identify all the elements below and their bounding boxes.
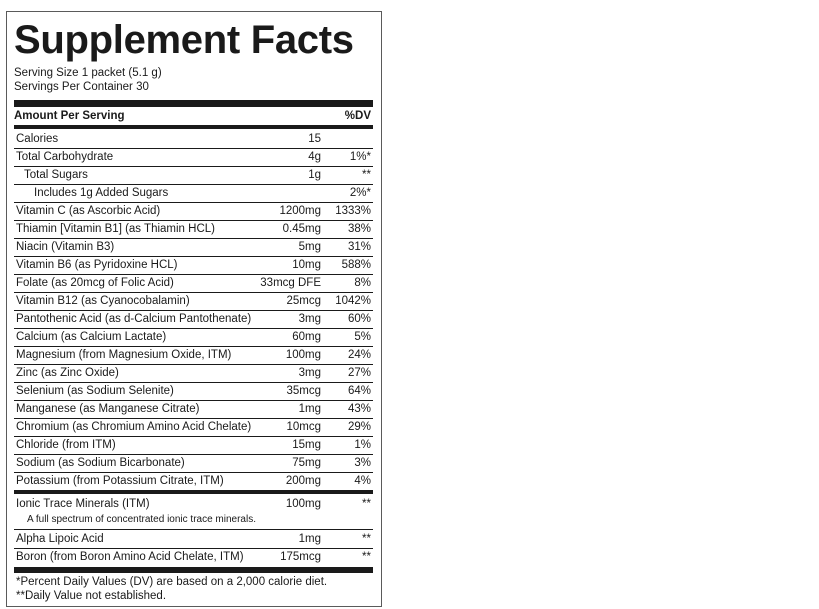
nutrient-amount: 33mcg DFE (260, 277, 321, 289)
nutrient-amount: 15 (308, 133, 321, 145)
nutrient-amount: 4g (308, 151, 321, 163)
nutrient-name: Chromium (as Chromium Amino Acid Chelate) (16, 421, 252, 433)
nutrient-dv: 2%* (349, 187, 371, 199)
nutrient-dv: 1% (354, 439, 371, 451)
nutrient-dv: 27% (347, 367, 371, 379)
nutrient-name: Calories (16, 133, 59, 145)
nutrient-row (14, 203, 373, 221)
nutrient-amount: 0.45mg (282, 223, 321, 235)
nutrient-name: Chloride (from ITM) (16, 439, 116, 451)
other-name: Boron (from Boron Amino Acid Chelate, ITM) (16, 551, 244, 563)
other-name: Alpha Lipoic Acid (16, 533, 104, 545)
nutrient-amount: 10mg (292, 259, 321, 271)
nutrient-amount: 3mg (298, 313, 321, 325)
nutrient-row (14, 437, 373, 455)
nutrient-name: Vitamin B6 (as Pyridoxine HCL) (16, 259, 178, 271)
nutrient-dv: 38% (347, 223, 371, 235)
nutrient-amount: 60mg (292, 331, 321, 343)
nutrient-dv: 1042% (335, 295, 371, 307)
other-amount: 175mcg (280, 551, 321, 563)
nutrient-name: Total Carbohydrate (16, 151, 114, 163)
nutrient-amount: 75mg (292, 457, 321, 469)
nutrient-name: Selenium (as Sodium Selenite) (16, 385, 174, 397)
nutrient-row (14, 275, 373, 293)
nutrient-name: Includes 1g Added Sugars (34, 187, 169, 199)
nutrient-name: Pantothenic Acid (as d-Calcium Pantothenate) (16, 313, 252, 325)
column-header (14, 108, 373, 124)
nutrient-dv: 4% (354, 475, 371, 487)
nutrient-dv: 29% (347, 421, 371, 433)
nutrient-row (14, 365, 373, 383)
other-row (14, 531, 373, 549)
nutrient-row (14, 455, 373, 473)
other-amount: 1mg (298, 533, 321, 545)
nutrient-row (14, 473, 373, 491)
amount-per-serving-label: Amount Per Serving (14, 110, 125, 122)
nutrient-row (14, 239, 373, 257)
nutrient-name: Magnesium (from Magnesium Oxide, ITM) (16, 349, 232, 361)
nutrient-row (14, 329, 373, 347)
ionic-dv: ** (362, 498, 371, 510)
nutrient-dv: 8% (354, 277, 371, 289)
nutrient-row (14, 293, 373, 311)
nutrient-amount: 1200mg (279, 205, 321, 217)
other-row (14, 549, 373, 567)
nutrient-name: Folate (as 20mcg of Folic Acid) (16, 277, 174, 289)
nutrient-row (14, 185, 373, 203)
supplement-facts-panel (6, 11, 382, 607)
footnote-not-established: **Daily Value not established. (16, 590, 167, 602)
panel-title: Supplement Facts (14, 18, 354, 62)
nutrient-row (14, 167, 373, 185)
nutrient-row (14, 347, 373, 365)
nutrient-amount: 5mg (298, 241, 321, 253)
dv-column-label: %DV (344, 110, 371, 122)
nutrient-dv: 588% (341, 259, 371, 271)
nutrient-row (14, 221, 373, 239)
nutrient-amount: 35mcg (286, 385, 321, 397)
nutrient-amount: 3mg (298, 367, 321, 379)
ionic-name: Ionic Trace Minerals (ITM) (16, 498, 150, 510)
nutrient-dv: 1333% (335, 205, 371, 217)
servings-per-container: Servings Per Container 30 (14, 81, 149, 93)
nutrient-dv: 60% (347, 313, 371, 325)
nutrient-row (14, 149, 373, 167)
nutrient-name: Zinc (as Zinc Oxide) (16, 367, 119, 379)
nutrient-name: Calcium (as Calcium Lactate) (16, 331, 167, 343)
nutrient-dv: 3% (354, 457, 371, 469)
nutrient-name: Thiamin [Vitamin B1] (as Thiamin HCL) (16, 223, 215, 235)
nutrient-amount: 10mcg (286, 421, 321, 433)
nutrient-dv: 43% (347, 403, 371, 415)
header-divider (14, 125, 373, 129)
nutrient-dv: ** (362, 169, 371, 181)
nutrient-amount: 1mg (298, 403, 321, 415)
nutrient-name: Vitamin C (as Ascorbic Acid) (16, 205, 161, 217)
nutrient-row (14, 401, 373, 419)
nutrient-name: Sodium (as Sodium Bicarbonate) (16, 457, 185, 469)
nutrient-name: Manganese (as Manganese Citrate) (16, 403, 200, 415)
serving-size: Serving Size 1 packet (5.1 g) (14, 67, 162, 79)
nutrient-amount: 15mg (292, 439, 321, 451)
nutrient-dv: 24% (347, 349, 371, 361)
nutrient-name: Niacin (Vitamin B3) (16, 241, 115, 253)
nutrient-name: Potassium (from Potassium Citrate, ITM) (16, 475, 224, 487)
nutrient-amount: 100mg (285, 349, 321, 361)
nutrient-row (14, 131, 373, 149)
row-divider (14, 529, 373, 530)
other-dv: ** (362, 551, 371, 563)
nutrient-row (14, 383, 373, 401)
nutrient-dv: 64% (347, 385, 371, 397)
nutrient-dv: 31% (347, 241, 371, 253)
nutrient-amount: 200mg (285, 475, 321, 487)
ionic-description: A full spectrum of concentrated ionic trace minerals. (27, 514, 256, 525)
nutrient-amount: 1g (308, 169, 321, 181)
section-divider (14, 490, 373, 494)
nutrient-row (14, 419, 373, 437)
nutrient-dv: 1%* (349, 151, 371, 163)
nutrient-name: Total Sugars (24, 169, 88, 181)
nutrient-amount: 25mcg (286, 295, 321, 307)
nutrient-row (14, 257, 373, 275)
ionic-row (14, 496, 373, 514)
thick-divider (14, 100, 373, 107)
other-dv: ** (362, 533, 371, 545)
nutrient-name: Vitamin B12 (as Cyanocobalamin) (16, 295, 190, 307)
thick-divider (14, 567, 373, 573)
ionic-amount: 100mg (285, 498, 321, 510)
nutrient-dv: 5% (354, 331, 371, 343)
footnote-dv: *Percent Daily Values (DV) are based on a 2,000 calorie diet. (16, 576, 328, 588)
nutrient-row (14, 311, 373, 329)
